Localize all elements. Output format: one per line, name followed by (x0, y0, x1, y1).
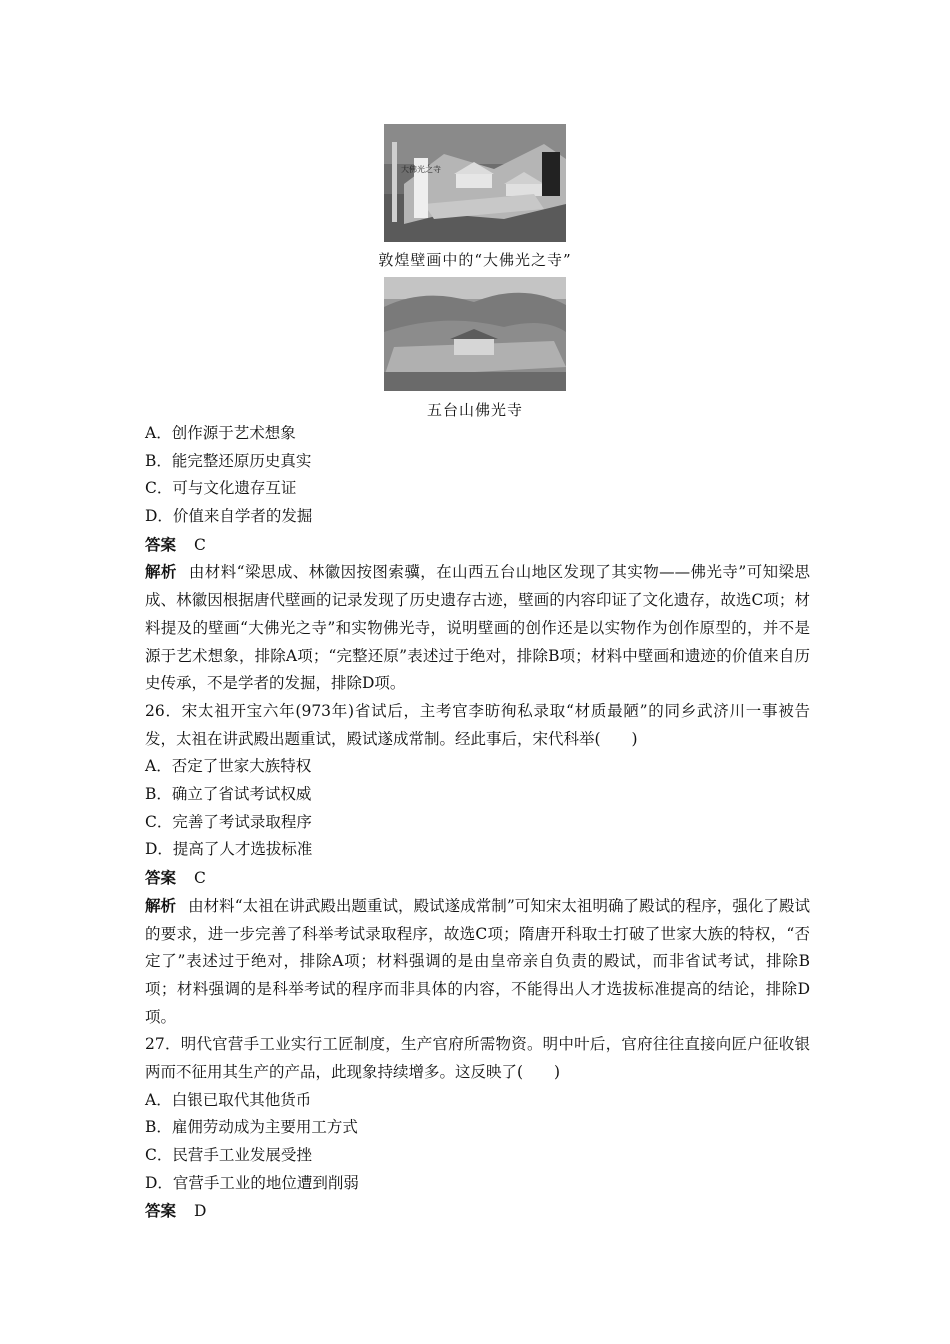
option-b: B．雇佣劳动成为主要用工方式 (145, 1118, 358, 1137)
answer-label: 答案 (145, 868, 177, 888)
analysis-label: 解析 (145, 895, 177, 915)
dunhuang-mural-image (384, 124, 566, 242)
option-b: B．能完整还原历史真实 (145, 451, 312, 470)
option-d: D．提高了人才选拔标准 (145, 840, 313, 859)
answer-line (145, 1197, 810, 1225)
figure-caption: 五台山佛光寺 (426, 401, 523, 419)
option-a: A．创作源于艺术想象 (145, 424, 296, 442)
mural-inscription-char: 大佛光之寺 (401, 165, 441, 174)
option-b: B．确立了省试考试权威 (145, 785, 312, 804)
figure-caption: 敦煌壁画中的“大佛光之寺” (378, 251, 572, 269)
answer-line (145, 531, 810, 559)
option-a: A．白银已取代其他货币 (145, 1090, 312, 1109)
option-c: C．完善了考试录取程序 (145, 812, 312, 831)
wutaishan-temple-photo (384, 277, 566, 391)
option-a: A．否定了世家大族特权 (145, 757, 312, 776)
analysis-paragraph (145, 892, 810, 1032)
option-d: D．官营手工业的地位遭到削弱 (145, 1173, 359, 1192)
analysis-label: 解析 (145, 562, 177, 582)
answer-label: 答案 (145, 1201, 177, 1221)
question-content (145, 420, 810, 1225)
question-27: 27．明代官营手工业实行工匠制度，生产官府所需物资。明中叶后，官府往往直接向匠户征收银两而不征用其生产的产品，此现象持续增多。这反映了( ) (145, 1035, 810, 1082)
answer-value: C (194, 869, 206, 888)
answer-label: 答案 (145, 534, 177, 554)
analysis-text: 由材料“梁思成、林徽因按图索骥，在山西五台山地区发现了其实物——佛光寺”可知梁思成、林徽因根据唐代壁画的记录发现了历史遗存古迹，壁画的内容印证了文化遗存，故选C项；材料提及的壁画“大佛光之寺”和实物佛光寺，说明壁画的创作还是以实物作为创作原型的，并不是源于艺术想象，排除A项；“完整还原”表述过于绝对，排除B项；材料中壁画和遗迹的价值来自历史传承，不是学者的发掘，排除D项。 (145, 563, 810, 693)
analysis-paragraph (145, 558, 810, 698)
answer-line (145, 864, 810, 892)
analysis-text: 由材料“太祖在讲武殿出题重试，殿试遂成常制”可知宋太祖明确了殿试的程序，强化了殿试的要求，进一步完善了科举考试录取程序，故选C项；隋唐开科取士打破了世家大族的特权，“否定了”表述过于绝对，排除A项；材料强调的是由皇帝亲自负责的殿试，而非省试考试，排除B项；材料强调的是科举考试的程序而非具体的内容，不能得出人才选拔标准提高的结论，排除D项。 (145, 896, 810, 1026)
option-c: C．可与文化遗存互证 (145, 479, 297, 498)
question-26: 26．宋太祖开宝六年(973年)省试后，主考官李昉徇私录取“材质最陋”的同乡武济川一事被告发，太祖在讲武殿出题重试，殿试遂成常制。经此事后，宋代科举( ) (145, 701, 810, 748)
answer-value: C (194, 535, 206, 554)
answer-value: D (194, 1202, 207, 1221)
option-c: C．民营手工业发展受挫 (145, 1146, 312, 1165)
option-d: D．价值来自学者的发掘 (145, 507, 313, 526)
